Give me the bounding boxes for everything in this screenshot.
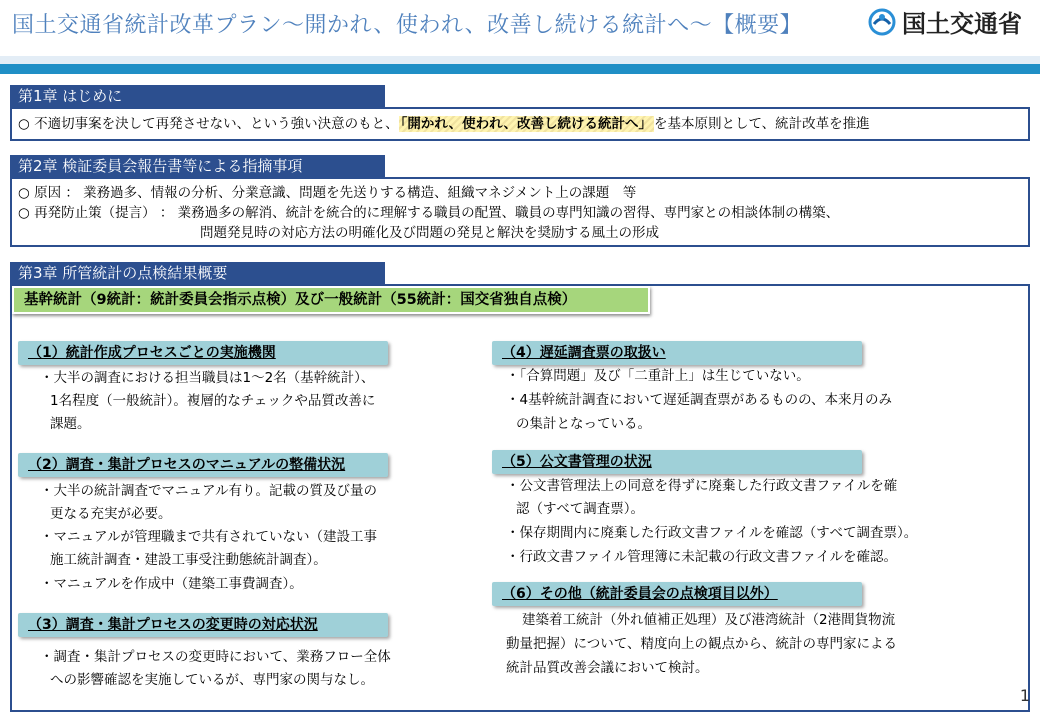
chapter1-title: 第1章 はじめに — [10, 85, 385, 107]
page-number: 1 — [1019, 686, 1030, 705]
logo-text: 国土交通省 — [902, 10, 1022, 38]
section2-line: ・マニュアルを作成中（建築工事費調査）。 — [40, 576, 303, 592]
chapter1-box — [10, 107, 1030, 141]
chapter1-line — [18, 114, 870, 134]
section4-title: （4）遅延調査票の取扱い — [492, 341, 862, 365]
chapter1-highlight: 「開かれ、使われ、改善し続ける統計へ」 — [400, 116, 652, 132]
section1-line: ・大半の調査における担当職員は1～2名（基幹統計）、 — [40, 370, 375, 386]
section4-line: の集計となっている。 — [516, 416, 651, 432]
section2-line: ・マニュアルが管理職まで共有されていない（建設工事 — [40, 529, 377, 545]
page-title: 国土交通省統計改革プラン～開かれ、使われ、改善し続ける統計へ～【概要】 — [12, 13, 803, 38]
section5-title: （5）公文書管理の状況 — [492, 450, 862, 474]
section6-line: 統計品質改善会議において検討。 — [506, 660, 709, 676]
section1-line: 課題。 — [50, 416, 91, 432]
section4-line: ・4基幹統計調査において遅延調査票があるものの、本来月のみ — [506, 392, 893, 408]
section5-line: ・行政文書ファイル管理簿に未記載の行政文書ファイルを確認。 — [506, 549, 897, 565]
section2-line: 施工統計調査・建設工事受注動態統計調査）。 — [50, 552, 327, 568]
section2-line: ・大半の統計調査でマニュアル有り。記載の質及び量の — [40, 483, 377, 499]
chapter3-title: 第3章 所管統計の点検結果概要 — [10, 262, 385, 284]
section5-line: ・公文書管理法上の同意を得ずに廃棄した行政文書ファイルを確 — [506, 478, 898, 494]
chapter2-title: 第2章 検証委員会報告書等による指摘事項 — [10, 155, 385, 177]
ministry-logo-icon — [868, 8, 896, 36]
section1-line: 1名程度（一般統計）。複層的なチェックや品質改善に — [50, 393, 376, 409]
chapter2-box — [10, 177, 1030, 247]
section2-title: （2）調査・集計プロセスのマニュアルの整備状況 — [18, 453, 388, 477]
chapter1-line-pre: ○ 不適切事案を決して再発させない、という強い決意のもと、 — [18, 116, 399, 132]
chapter2-prevention-cont: 問題発見時の対応方法の明確化及び問題の発見と解決を奨励する風土の形成 — [200, 225, 659, 241]
header-divider-light — [0, 56, 1040, 64]
section2-line: 更なる充実が必要。 — [50, 506, 172, 522]
section1-title: （1）統計作成プロセスごとの実施機関 — [18, 341, 388, 365]
section5-line: 認（すべて調査票）。 — [516, 501, 644, 517]
header-divider-accent — [0, 64, 1040, 74]
section6-line: 建築着工統計（外れ値補正処理）及び港湾統計（2港間貨物流 — [522, 612, 896, 628]
section3-line: への影響確認を実施しているが、専門家の関与なし。 — [50, 672, 374, 688]
chapter1-line-post: を基本原則として、統計改革を推進 — [653, 116, 870, 132]
chapter2-cause: ○ 原因 ： 業務過多、情報の分析、分業意識、問題を先送りする構造、組織マネジメント上の課題 等 — [18, 185, 637, 201]
section6-line: 動量把握）について、精度向上の観点から、統計の専門家による — [506, 636, 897, 652]
section4-line: ・「合算問題」及び「二重計上」は生じていない。 — [506, 368, 810, 384]
section3-title: （3）調査・集計プロセスの変更時の対応状況 — [18, 613, 388, 637]
chapter3-scope-tag: 基幹統計（9統計：統計委員会指示点検）及び一般統計（55統計：国交省独自点検） — [12, 286, 650, 314]
section5-line: ・保存期間内に廃棄した行政文書ファイルを確認（すべて調査票）。 — [506, 525, 918, 541]
ministry-logo — [868, 4, 1022, 39]
chapter2-prevention: ○ 再発防止策（提言） ： 業務過多の解消、統計を統合的に理解する職員の配置、職員の専門知識の習得、専門家との相談体制の構築、 — [18, 205, 840, 221]
section6-title: （6）その他（統計委員会の点検項目以外） — [492, 582, 862, 606]
section3-line: ・調査・集計プロセスの変更時において、業務フロー全体 — [40, 649, 391, 665]
